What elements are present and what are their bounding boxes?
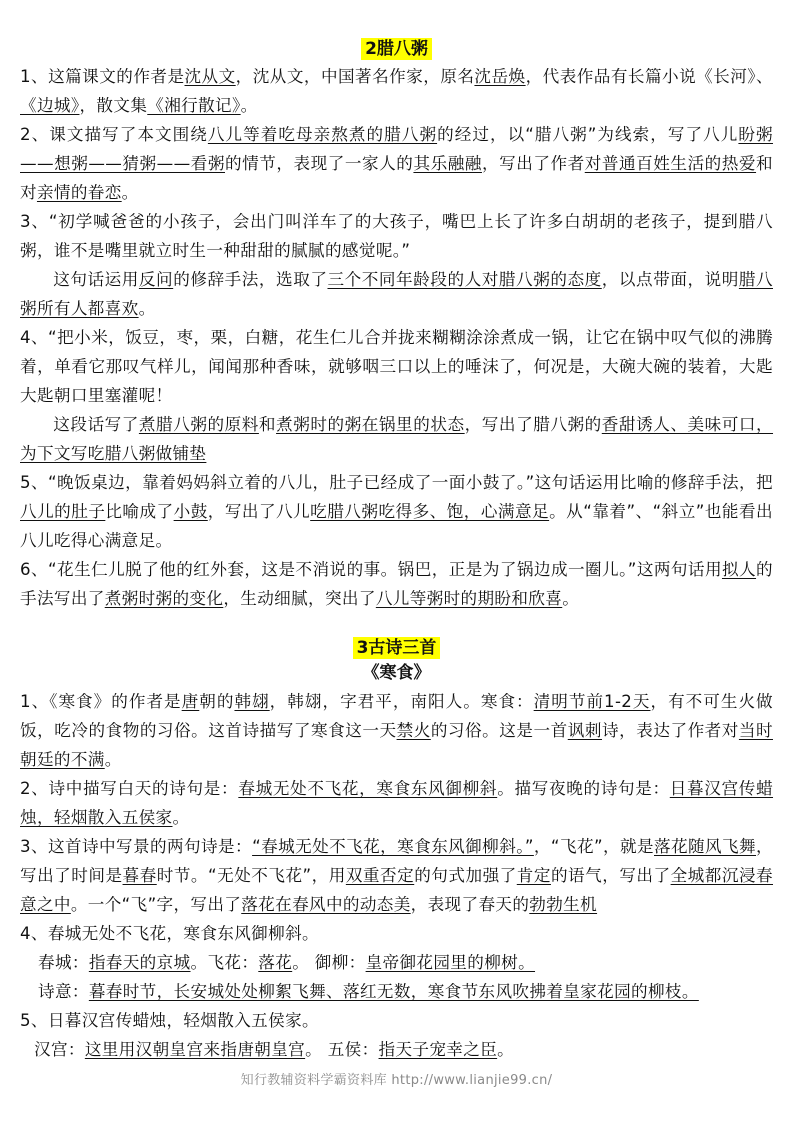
text-segment: ，写出了作者: [481, 154, 585, 173]
underlined-answer: 勃勃生机: [529, 895, 598, 914]
section-2-title-wrap: [20, 38, 773, 60]
text-segment: 这句话运用: [53, 270, 139, 289]
text-segment: ，生动细腻，突出了: [223, 589, 376, 608]
text-segment: ，代表作品有长篇小说《长河》、: [525, 67, 773, 86]
underlined-answer: 八儿等粥时的期盼和欣喜: [375, 589, 563, 608]
s2-item-1: [20, 62, 773, 120]
s2-item-3-analysis: [20, 265, 773, 323]
text-segment: 比喻成了: [105, 502, 174, 521]
text-segment: 这段话写了: [53, 415, 139, 434]
underlined-answer: 其乐融融: [413, 154, 482, 173]
text-segment: 。: [497, 1040, 515, 1059]
underlined-answer: 全城都沉浸春意之中: [20, 866, 773, 914]
underlined-answer: 日暮汉宫传蜡烛，轻烟散入五侯家: [20, 779, 774, 827]
underlined-answer: 三个不同年龄段的人对腊八粥的态度: [327, 270, 602, 289]
s2-item-3-quote: 3、“初学喊爸爸的小孩子，会出门叫洋车了的大孩子，嘴巴上长了许多白胡胡的老孩子，提到腊八粥，谁不是嘴里就立时生一种甜甜的腻腻的感觉呢。”: [20, 212, 773, 260]
text-segment: 。 御柳：: [292, 953, 366, 972]
underlined-answer: “春城无处不飞花，寒食东风御柳斜。”: [252, 837, 534, 856]
poem-title: 《寒食》: [362, 663, 431, 683]
underlined-answer: 《边城》: [20, 96, 80, 115]
text-segment: 的语气，写出了: [550, 866, 671, 885]
text-segment: 。 五侯：: [305, 1040, 379, 1059]
underlined-answer: 煮粥时的粥在锅里的状态: [276, 415, 465, 434]
text-segment: 诗，表达了作者对: [601, 721, 739, 740]
underlined-answer: 腊八粥所有人都喜欢: [20, 270, 773, 318]
text-segment: 。从“靠着”、“斜立”也能看出八儿吃得心满意足。: [20, 502, 774, 550]
underlined-answer: 这里用汉朝皇宫来指唐朝皇宫: [84, 1040, 306, 1059]
s3-item-4-words: [20, 948, 773, 977]
underlined-answer: 反问: [138, 270, 174, 289]
text-segment: 春城：: [38, 953, 89, 972]
underlined-answer: 拟人: [721, 560, 757, 579]
text-segment: 汉宫：: [34, 1040, 85, 1059]
text-segment: 诗意：: [38, 982, 89, 1001]
underlined-answer: 肯定: [516, 866, 551, 885]
underlined-answer: 暮春时节，长安城处处柳絮飞舞、落红无数，寒食节东风吹拂着皇家花园的柳枝。: [88, 982, 699, 1001]
text-segment: 的句式加强了: [414, 866, 517, 885]
underlined-answer: 盼粥——想粥——猜粥——看粥: [20, 125, 773, 173]
text-segment: 。: [104, 750, 122, 769]
text-segment: ，“飞花”，就是: [533, 837, 654, 856]
underlined-answer: 煮粥时粥的变化: [104, 589, 224, 608]
underlined-answer: 当时朝廷的不满: [20, 721, 773, 769]
underlined-answer: 落花: [258, 953, 293, 972]
s2-item-4-quote: 4、“把小米，饭豆，枣，栗，白糖，花生仁儿合并拢来糊糊涂涂煮成一锅，让它在锅中叹气似的沸腾着，单看它那叹气样儿，闻闻那种香味，就够咽三口以上的唾沫了，何况是，大碗大碗的装着，大匙大匙朝口里塞灌呢！: [20, 328, 773, 405]
text-segment: ，以点带面，说明: [601, 270, 739, 289]
s3-item-5-words: [20, 1035, 773, 1064]
s3-item-4: 4、春城无处不飞花，寒食东风御柳斜。: [20, 924, 319, 943]
text-segment: ，表现了春天的: [410, 895, 530, 914]
text-segment: 。: [138, 299, 156, 318]
s2-item-4-analysis: [20, 410, 773, 468]
text-segment: 。: [121, 183, 139, 202]
underlined-answer: 八儿等着吃母亲熬煮的腊八粥: [207, 125, 438, 144]
s3-item-3: [20, 832, 773, 919]
text-segment: 3、这首诗中写景的两句诗是：: [20, 837, 253, 856]
text-segment: 和: [258, 415, 277, 434]
underlined-answer: 讽刺: [567, 721, 602, 740]
text-segment: 的修辞手法，选取了: [173, 270, 328, 289]
text-segment: 的经过，以“腊八粥”为线索，写了八儿: [437, 125, 739, 144]
text-segment: ，写出了腊八粥的: [464, 415, 602, 434]
text-segment: 的习俗。这是一首: [430, 721, 568, 740]
text-segment: 。: [240, 96, 258, 115]
text-segment: ，写出了八儿: [207, 502, 311, 521]
text-segment: 1、《寒食》的作者是: [20, 692, 182, 711]
underlined-answer: 沈岳焕: [474, 67, 526, 86]
s2-item-2: [20, 120, 773, 207]
underlined-answer: 亲情的眷恋: [36, 183, 122, 202]
section-3-title: 3古诗三首: [353, 637, 441, 659]
text-segment: 。: [562, 589, 580, 608]
section-2-title: 2腊八粥: [361, 38, 432, 60]
text-segment: 2、课文描写了本文围绕: [20, 125, 208, 144]
text-segment: 6、“花生仁儿脱了他的红外套，这是不消说的事。锅巴，正是为了锅边成一圈儿。”这两句话用: [20, 560, 722, 579]
text-segment: ，有不可生火做饭，吃冷的食物的习俗。这首诗描写了寒食这一天: [20, 692, 774, 740]
s3-item-5: 5、日暮汉宫传蜡烛，轻烟散入五侯家。: [20, 1011, 319, 1030]
section-gap: [20, 613, 773, 637]
s2-item-5: [20, 468, 773, 555]
underlined-answer: 暮春: [122, 866, 157, 885]
text-segment: 的情节，表现了一家人的: [225, 154, 414, 173]
underlined-answer: 皇帝御花园里的柳树。: [365, 953, 536, 972]
text-segment: 。飞花：: [190, 953, 259, 972]
underlined-answer: 香甜诱人、美味可口，为下文写吃腊八粥做铺垫: [20, 415, 774, 463]
text-segment: 朝的: [199, 692, 235, 711]
text-segment: 2、诗中描写白天的诗句是：: [20, 779, 239, 798]
underlined-answer: 落花在春风中的动态美: [241, 895, 411, 914]
text-segment: 时节。“无处不飞花”，用: [156, 866, 346, 885]
underlined-answer: 落花随风飞舞: [654, 837, 757, 856]
text-segment: 和对: [20, 154, 773, 202]
section-3-title-wrap: [20, 637, 773, 659]
text-segment: 。: [172, 808, 190, 827]
underlined-answer: 吃腊八粥吃得多、饱，心满意足: [310, 502, 550, 521]
text-segment: ，写出了时间是: [20, 837, 773, 885]
text-segment: 的手法写出了: [20, 560, 773, 608]
underlined-answer: 煮腊八粥的原料: [138, 415, 259, 434]
underlined-answer: 清明节前1-2天: [533, 692, 651, 711]
text-segment: ，沈从文，中国著名作家，原名: [235, 67, 475, 86]
underlined-answer: 指春天的京城: [88, 953, 191, 972]
text-segment: ，韩翃，字君平，南阳人。寒食：: [269, 692, 534, 711]
underlined-answer: 双重否定: [345, 866, 415, 885]
underlined-answer: 《湘行散记》: [147, 96, 241, 115]
underlined-answer: 沈从文: [184, 67, 236, 86]
underlined-answer: 小鼓: [173, 502, 208, 521]
underlined-answer: 八儿的肚子: [20, 502, 106, 521]
text-segment: 。描写夜晚的诗句是：: [497, 779, 670, 798]
s2-item-6: [20, 555, 773, 613]
text-segment: 。一个“飞”字，写出了: [70, 895, 242, 914]
footer-watermark: 知行教辅资料学霸资料库 http://www.lianjie99.cn/: [240, 1073, 553, 1088]
underlined-answer: 指天子宠幸之臣: [378, 1040, 498, 1059]
underlined-answer: 韩翃: [234, 692, 270, 711]
text-segment: 1、这篇课文的作者是: [20, 67, 185, 86]
s3-item-2: [20, 774, 773, 832]
underlined-answer: 对普通百姓生活的热爱: [584, 154, 757, 173]
text-segment: ，散文集: [79, 96, 148, 115]
s3-item-4-meaning: [20, 977, 773, 1006]
underlined-answer: 春城无处不飞花，寒食东风御柳斜: [238, 779, 498, 798]
underlined-answer: 唐: [181, 692, 200, 711]
s3-item-1: [20, 687, 773, 774]
underlined-answer: 禁火: [396, 721, 431, 740]
text-segment: 5、“晚饭桌边，靠着妈妈斜立着的八儿，肚子已经成了一面小鼓了。”这句话运用比喻的修辞手法，把: [20, 473, 773, 492]
